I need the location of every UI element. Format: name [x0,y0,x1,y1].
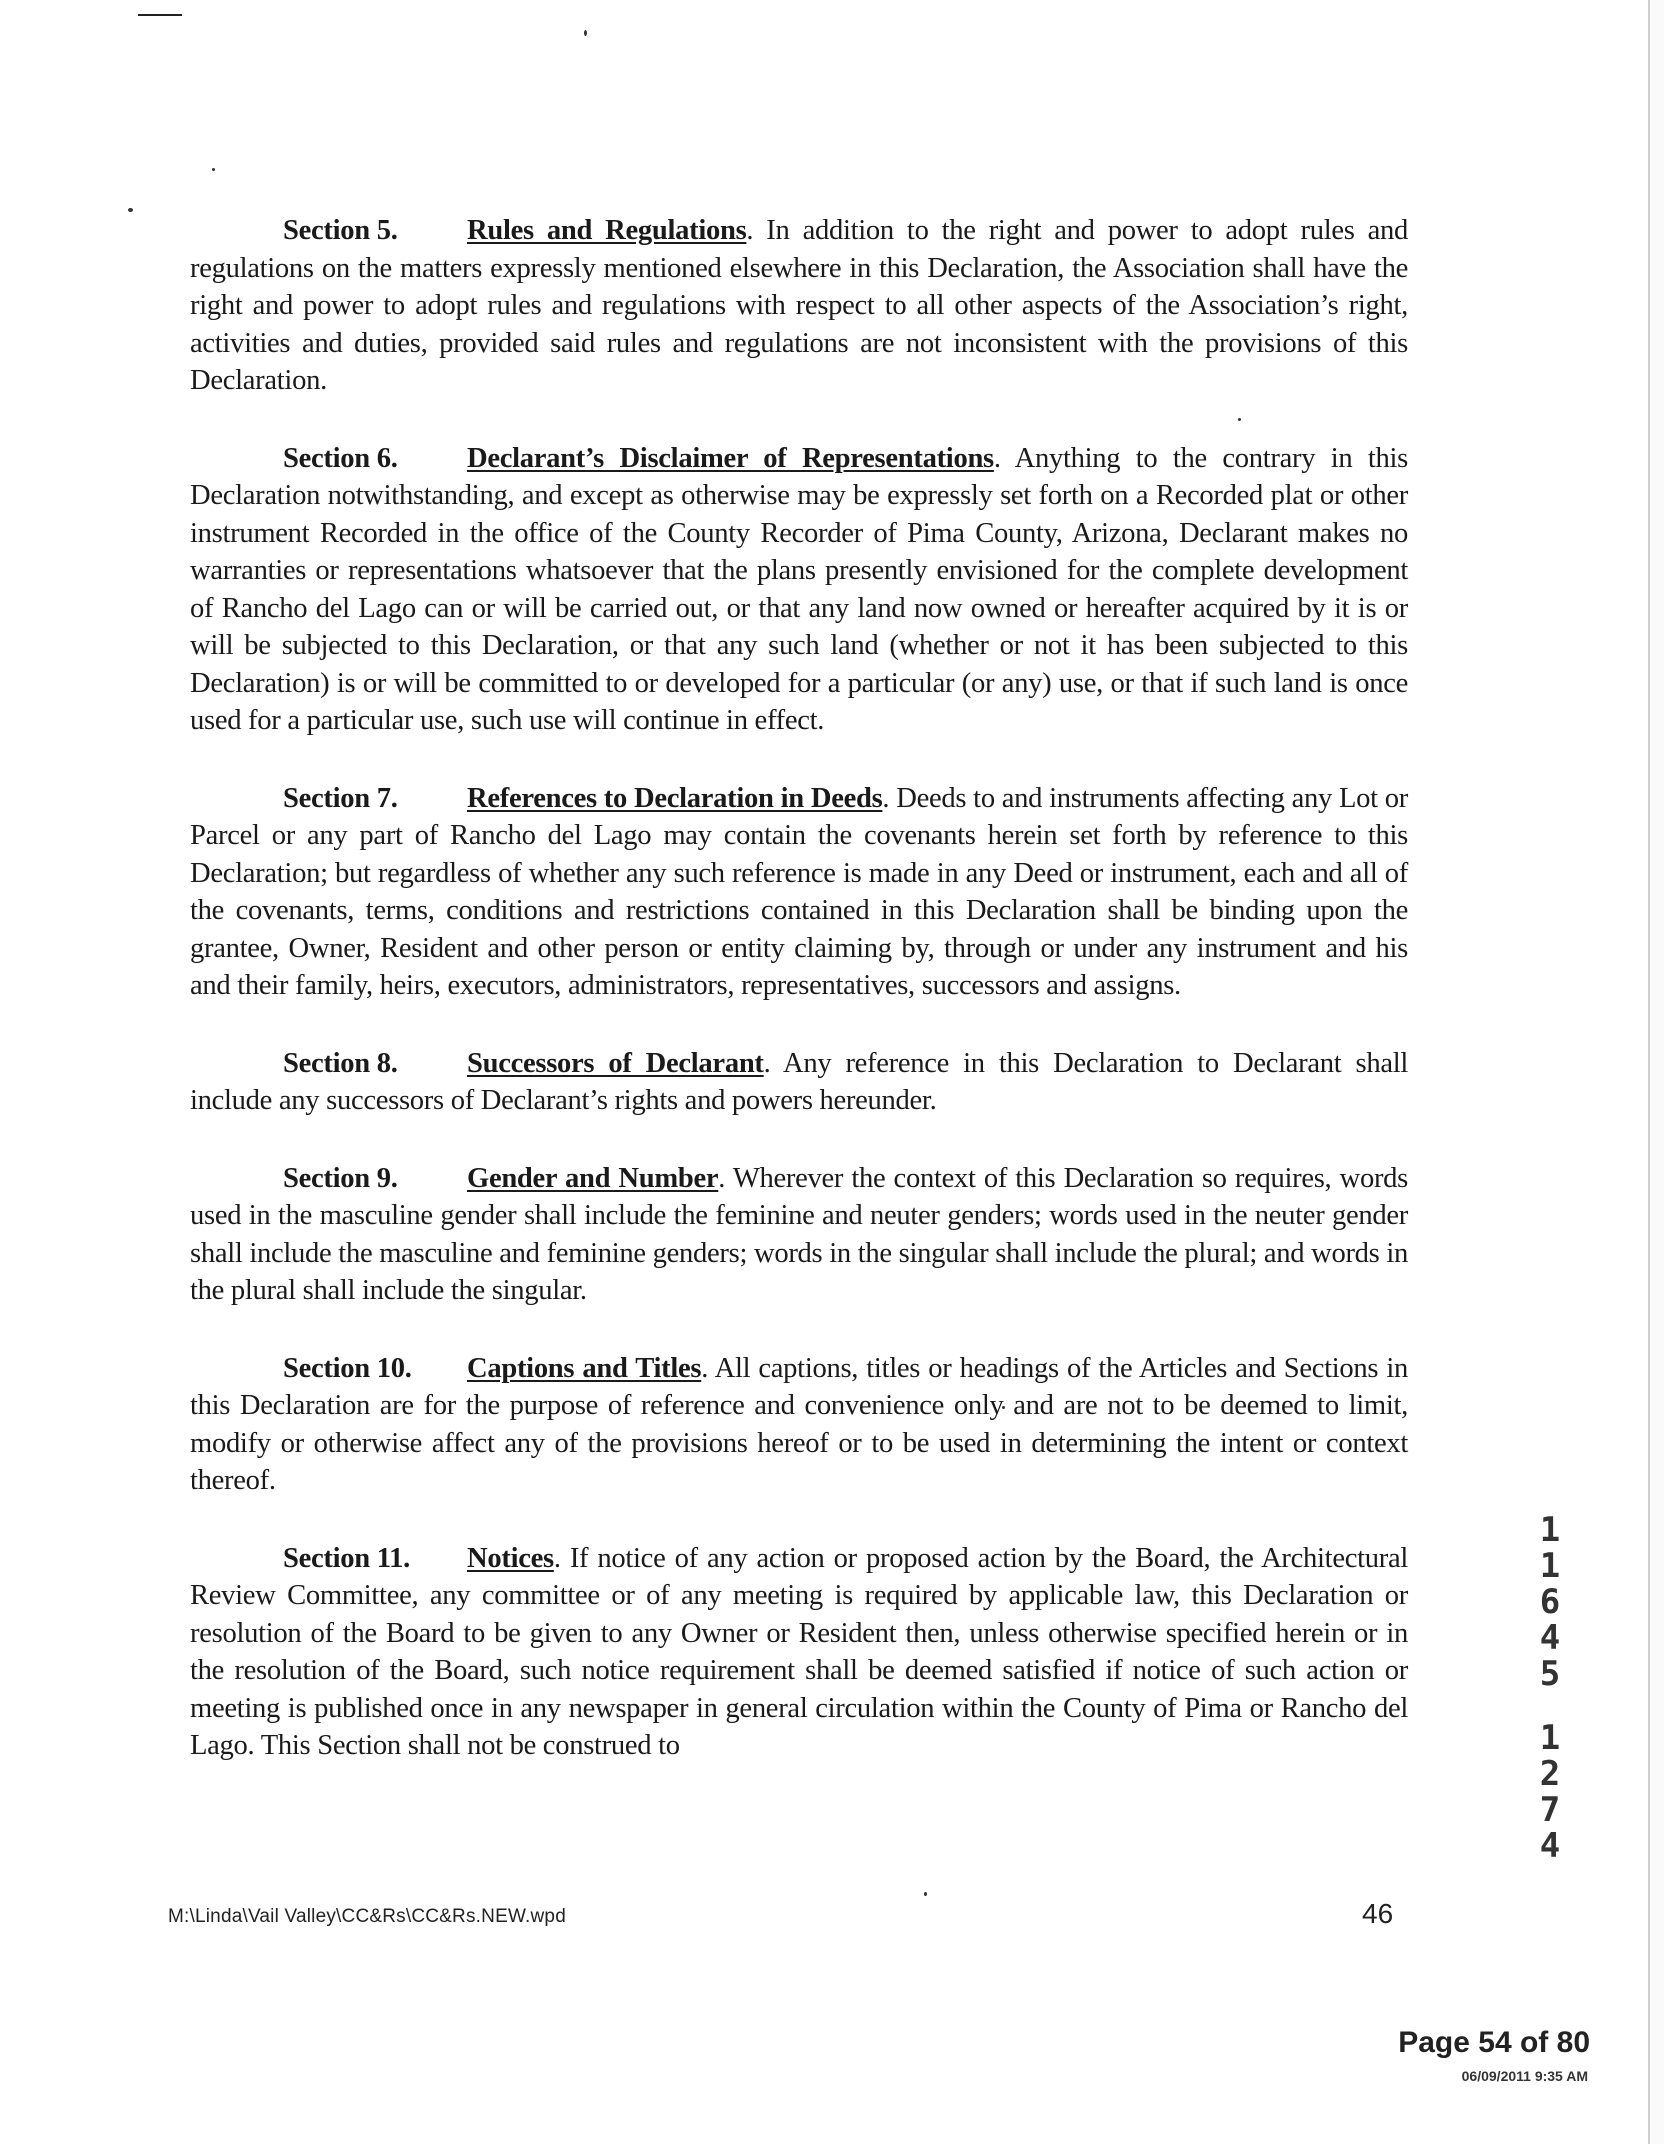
section-title: Captions and Titles [467,1352,702,1384]
section-6 [190,440,1408,740]
section-number: Section 9. [283,1162,398,1194]
stamp-digit: 1 [1539,1510,1561,1550]
section-number: Section 6. [283,442,398,474]
section-number: Section 11. [283,1542,410,1574]
stamp-digit: 1 [1539,1546,1561,1586]
section-body: . Anything to the contrary in this Declaration notwithstanding, and except as otherwise may be expressly set forth on a Recorded plat or other instrument Recorded in the office of the County Recorder of Pima County, Arizona, Declarant makes no warranties or representations whatsoever that the plans presently envisioned for the complete development of Rancho del Lago can or will be carried out, or that any land now owned or hereafter acquired by it is or will be subjected to this Declaration, or that any such land (whether or not it has been subjected to this Declaration) is or will be committed to or developed for a particular (or any) use, or that if such land is once used for a particular use, such use will continue in effect. [190,442,1408,736]
section-title: Successors of Declarant [467,1047,764,1079]
section-number: Section 10. [283,1352,412,1384]
scan-mark-top-rule [138,14,182,16]
stamp-digit: 5 [1539,1654,1561,1694]
recorder-page-counter: Page 54 of 80 [1398,2026,1590,2059]
stamp-digit: 2 [1539,1754,1561,1794]
section-number: Section 5. [283,215,398,246]
section-title: Gender and Number [467,1162,719,1194]
section-number: Section 8. [283,1047,398,1079]
document-body [190,212,1408,1805]
section-title: References to Declaration in Deeds [467,782,883,814]
section-body: . In addition to the right and power to adopt rules and regulations on the matters expressly mentioned elsewhere in this Declaration, the Association shall have the right and power to adopt rules and regulations with respect to all other aspects of the Association’s right, activities and duties, provided said rules and regulations are not inconsistent with the provisions of this Declaration. [190,215,1408,396]
section-7 [190,780,1408,1005]
recorder-timestamp: 06/09/2011 9:35 AM [1461,2068,1588,2084]
stamp-digit: 1 [1539,1718,1561,1758]
scan-right-edge [1648,0,1664,2144]
footer-page-number: 46 [1362,1898,1394,1929]
section-number: Section 7. [283,782,398,814]
scan-speck [584,30,587,36]
section-body: . All captions, titles or headings of the Articles and Sections in this Declaration are for the purpose of reference and convenience only and are not to be deemed to limit, modify or otherwise affect any of the provisions hereof or to be used in determining the intent or context thereof. [190,1352,1409,1496]
footer-file-path: M:\Linda\Vail Valley\CC&Rs\CC&Rs.NEW.wpd [168,1906,566,1927]
section-body: . Wherever the context of this Declaration so requires, words used in the masculine gender shall include the feminine and neuter genders; words used in the neuter gender shall include the masculine and feminine genders; words in the singular shall include the plural; and words in the plural shall include the singular. [190,1162,1409,1306]
section-title: Rules and Regulations [467,215,747,246]
section-11 [190,1540,1408,1765]
recording-side-stamp [1536,1512,1564,1864]
section-title: Notices [467,1542,554,1574]
stamp-digit: 4 [1539,1826,1561,1866]
stamp-digit: 7 [1539,1790,1561,1830]
section-body: . Any reference in this Declaration to Declarant shall include any successors of Declarant’s rights and powers hereunder. [190,1047,1408,1116]
section-body: . If notice of any action or proposed action by the Board, the Architectural Review Committee, any committee or of any meeting is required by applicable law, this Declaration or resolution of the Board to be given to any Owner or Resident then, unless otherwise specified herein or in the resolution of the Board, such notice requirement shall be deemed satisfied if notice of such action or meeting is published once in any newspaper in general circulation within the County of Pima or Rancho del Lago. This Section shall not be construed to [190,1542,1408,1761]
section-8 [190,1045,1408,1120]
stamp-digit: 4 [1539,1618,1561,1658]
stamp-digit: 6 [1539,1582,1561,1622]
scan-speck [212,168,215,171]
scan-speck [128,208,133,212]
section-5 [190,212,1408,400]
section-10 [190,1350,1408,1500]
scan-speck [924,1892,927,1896]
section-body: . Deeds to and instruments affecting any Lot or Parcel or any part of Rancho del Lago may contain the covenants herein set forth by reference to this Declaration; but regardless of whether any such reference is made in any Deed or instrument, each and all of the covenants, terms, conditions and restrictions contained in this Declaration shall be binding upon the grantee, Owner, Resident and other person or entity claiming by, through or under any instrument and his and their family, heirs, executors, administrators, representatives, successors and assigns. [190,782,1408,1001]
section-title: Declarant’s Disclaimer of Representations [467,442,994,474]
stamp-gap [1536,1692,1564,1720]
section-9 [190,1160,1408,1310]
